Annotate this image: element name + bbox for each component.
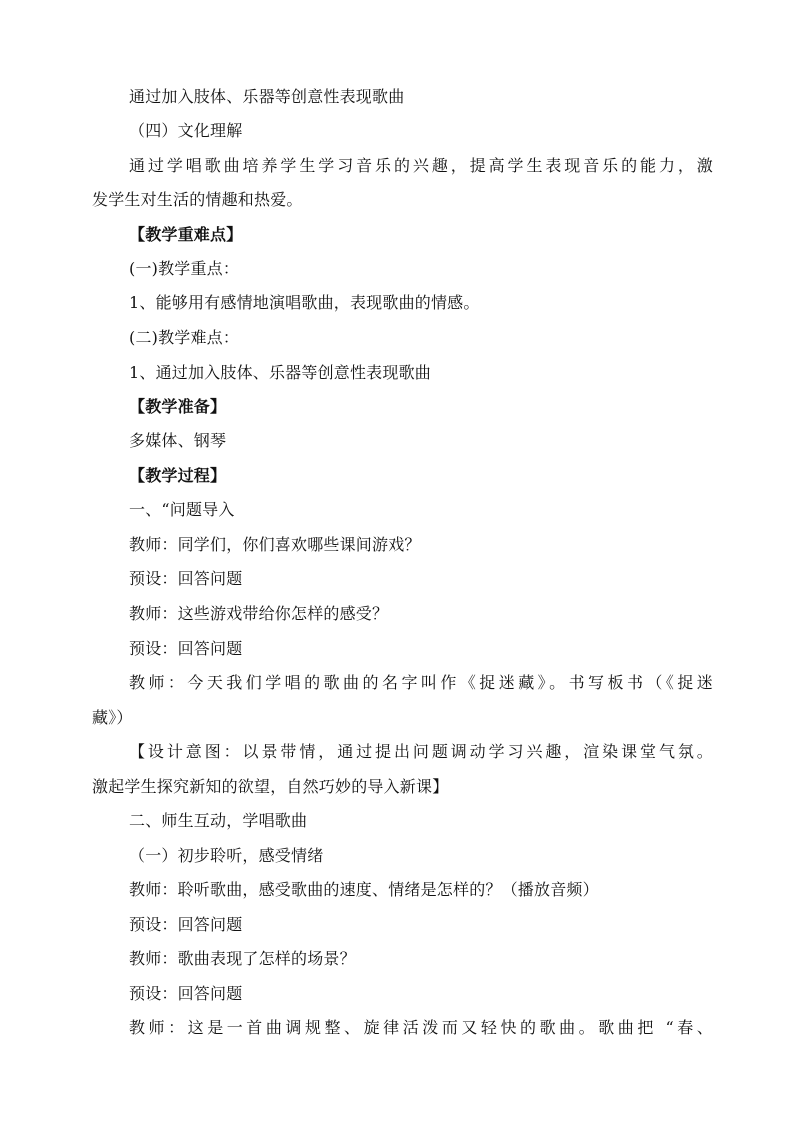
dialogue-line: 预设：回答问题: [129, 569, 243, 588]
subheading-line: 二、师生互动，学唱歌曲: [129, 811, 308, 830]
design-intent-line: 【设计意图：以景带情，通过提出问题调动学习兴趣，渲染课堂气氛。: [129, 742, 713, 761]
dialogue-line: 藏》）: [92, 708, 133, 727]
subheading-line: （一）初步聆听，感受情绪: [129, 846, 324, 865]
dialogue-line: 教师：这些游戏带给你怎样的感受？: [129, 604, 389, 623]
paragraph-line: 1、通过加入肢体、乐器等创意性表现歌曲: [129, 363, 431, 382]
section-heading: （四）文化理解: [129, 121, 243, 140]
paragraph-line: 通过学唱歌曲培养学生学习音乐的兴趣，提高学生表现音乐的能力，激: [129, 156, 713, 175]
dialogue-line: 预设：回答问题: [129, 984, 243, 1003]
paragraph-line: 通过加入肢体、乐器等创意性表现歌曲: [129, 87, 405, 106]
dialogue-line: 预设：回答问题: [129, 639, 243, 658]
dialogue-line: 预设：回答问题: [129, 915, 243, 934]
dialogue-line: 教师：今天我们学唱的歌曲的名字叫作《捉迷藏》。书写板书（《捉迷: [129, 673, 713, 692]
paragraph-line: 多媒体、钢琴: [129, 431, 227, 450]
dialogue-line: 教师：聆听歌曲，感受歌曲的速度、情绪是怎样的？（播放音频）: [129, 880, 599, 899]
subheading-line: 一、“问题导入: [129, 500, 235, 519]
design-intent-line: 激起学生探究新知的欲望，自然巧妙的导入新课】: [92, 777, 449, 796]
subheading-line: (二)教学难点：: [129, 328, 240, 347]
paragraph-line: 发学生对生活的情趣和热爱。: [92, 190, 303, 209]
dialogue-line: 教师：这是一首曲调规整、旋律活泼而又轻快的歌曲。歌曲把 “春、: [129, 1018, 713, 1037]
subheading-line: (一)教学重点：: [129, 259, 240, 278]
paragraph-line: 1、能够用有感情地演唱歌曲，表现歌曲的情感。: [129, 293, 480, 312]
section-heading-preparation: 【教学准备】: [129, 397, 227, 416]
dialogue-line: 教师：同学们，你们喜欢哪些课间游戏？: [129, 535, 421, 554]
dialogue-line: 教师：歌曲表现了怎样的场景？: [129, 949, 356, 968]
section-heading-process: 【教学过程】: [129, 466, 227, 485]
section-heading-key-points: 【教学重难点】: [129, 225, 243, 244]
